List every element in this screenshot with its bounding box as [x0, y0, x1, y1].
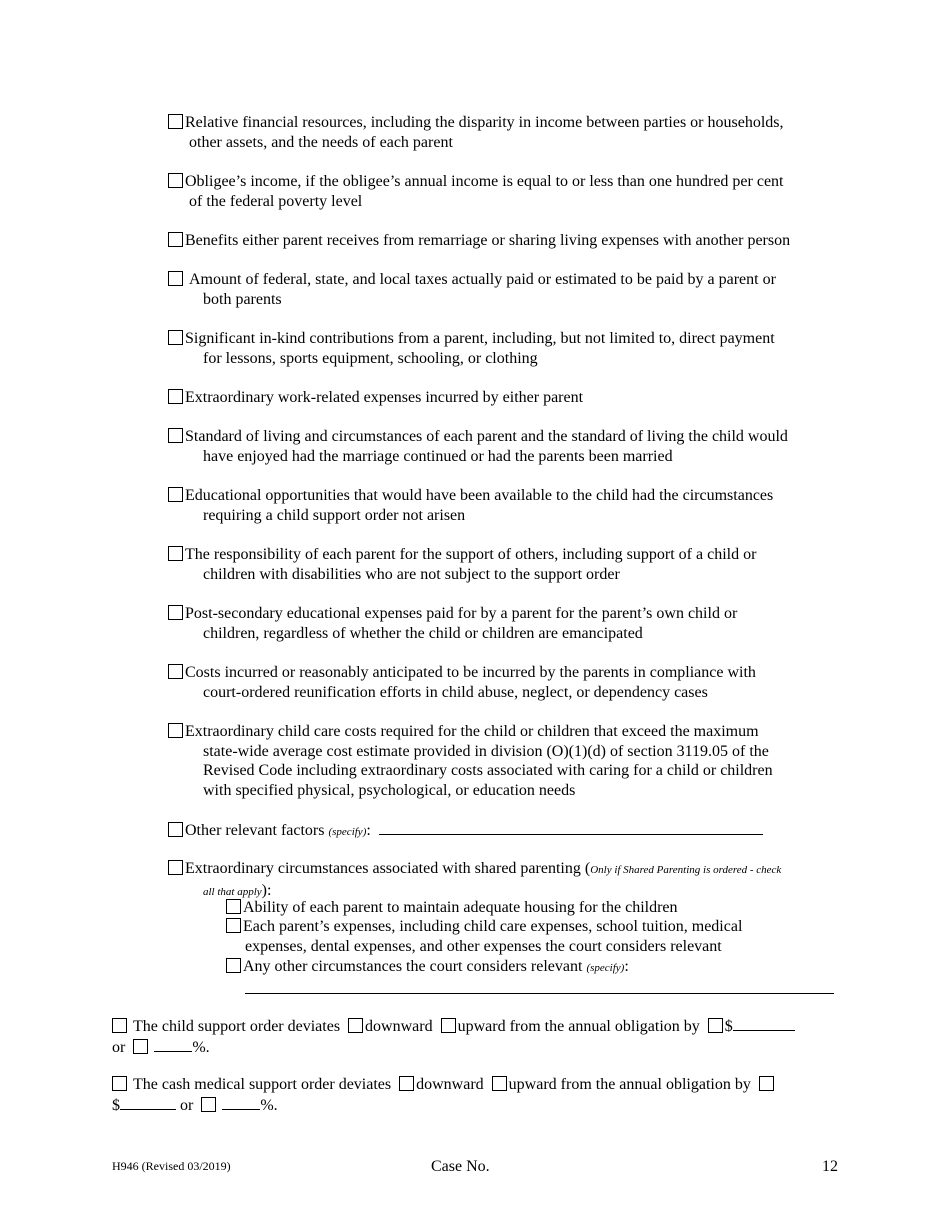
- factor-text-cont: other assets, and the needs of each parent: [189, 133, 453, 151]
- factor-text: Relative financial resources, including the disparity in income between parties or households,: [185, 114, 784, 131]
- factor-text-cont: for lessons, sports equipment, schooling, or clothing: [203, 349, 538, 367]
- checkbox-work-related-expenses[interactable]: [168, 389, 183, 404]
- child-support-deviation: [112, 1016, 839, 1057]
- checkbox-post-secondary-expenses[interactable]: [168, 605, 183, 620]
- dollar-sign: $: [112, 1096, 120, 1114]
- checkbox-taxes[interactable]: [168, 271, 183, 286]
- factor-text: Amount of federal, state, and local taxes actually paid or estimated to be paid by a parent or: [189, 271, 776, 288]
- factor-text: Other relevant factors: [185, 822, 325, 839]
- medical-dollar-input[interactable]: [120, 1095, 176, 1110]
- factor-text: Extraordinary work-related expenses incurred by either parent: [185, 389, 584, 406]
- checkbox-child-percent[interactable]: [133, 1039, 148, 1054]
- factor-relative-financial-resources: [168, 113, 840, 152]
- shared-note: Only if Shared Parenting is ordered - check: [590, 864, 782, 876]
- child-dollar-input[interactable]: [733, 1016, 795, 1031]
- form-id: H946 (Revised 03/2019): [112, 1159, 231, 1173]
- sub-factor-text: Each parent’s expenses, including child care expenses, school tuition, medical: [243, 918, 743, 935]
- factor-support-of-others: [168, 545, 840, 584]
- specify-note: (specify): [328, 826, 367, 838]
- factor-work-related-expenses: [168, 388, 840, 408]
- deviation-text: The cash medical support order deviates: [133, 1076, 392, 1093]
- checkbox-child-support-deviates[interactable]: [112, 1018, 127, 1033]
- checkbox-relative-financial-resources[interactable]: [168, 114, 183, 129]
- checkbox-support-of-others[interactable]: [168, 546, 183, 561]
- checkbox-child-dollar[interactable]: [708, 1018, 723, 1033]
- percent-sign: %.: [192, 1038, 210, 1056]
- medical-percent-input[interactable]: [222, 1095, 260, 1110]
- factor-text: Extraordinary child care costs required for the child or children that exceed the maximum: [185, 723, 759, 740]
- deviation-text: The child support order deviates: [133, 1018, 341, 1035]
- factor-other-relevant: [168, 820, 840, 843]
- case-number-label: Case No.: [431, 1158, 490, 1175]
- downward-label: downward: [365, 1018, 433, 1035]
- factor-in-kind-contributions: [168, 329, 840, 368]
- factor-text-cont: Revised Code including extraordinary costs associated with caring for a child or children: [203, 762, 773, 779]
- or-text: or: [180, 1096, 194, 1114]
- factor-text-cont: children, regardless of whether the child or children are emancipated: [203, 624, 643, 642]
- factor-text-cont: requiring a child support order not arisen: [203, 506, 466, 524]
- factor-text: Extraordinary circumstances associated with shared parenting: [185, 860, 581, 877]
- sub-factor-housing: [226, 898, 826, 918]
- factor-text-cont: state-wide average cost estimate provided in division (O)(1)(d) of section 3119.05 of the: [203, 742, 769, 760]
- specify-note: (specify): [586, 962, 625, 974]
- shared-note-cont: all that apply: [203, 885, 262, 898]
- colon: :: [624, 958, 629, 975]
- factor-extraordinary-child-care: [168, 722, 840, 800]
- checkbox-extraordinary-child-care[interactable]: [168, 723, 183, 738]
- factor-text: Educational opportunities that would have been available to the child had the circumstances: [185, 487, 774, 504]
- factor-standard-of-living: [168, 427, 840, 466]
- sub-factor-other: [226, 957, 826, 979]
- page-number: 12: [822, 1158, 838, 1175]
- checkbox-reunification-costs[interactable]: [168, 664, 183, 679]
- factor-reunification-costs: [168, 663, 840, 702]
- colon: :: [366, 822, 371, 839]
- factor-text-cont: of the federal poverty level: [189, 192, 363, 210]
- checkbox-educational-opportunities[interactable]: [168, 487, 183, 502]
- checkbox-medical-percent[interactable]: [201, 1097, 216, 1112]
- checkbox-cash-medical-deviates[interactable]: [112, 1076, 127, 1091]
- checkbox-child-upward[interactable]: [441, 1018, 456, 1033]
- factor-text-cont: children with disabilities who are not subject to the support order: [203, 565, 620, 583]
- sub-factor-expenses: [226, 917, 826, 956]
- checkbox-benefits-remarriage[interactable]: [168, 232, 183, 247]
- factor-educational-opportunities: [168, 486, 840, 525]
- factor-text: Standard of living and circumstances of each parent and the standard of living the child would: [185, 428, 788, 445]
- factor-taxes: [168, 270, 840, 309]
- downward-label: downward: [416, 1076, 484, 1093]
- sub-factor-text: Ability of each parent to maintain adequate housing for the children: [243, 899, 678, 916]
- child-percent-input[interactable]: [154, 1037, 192, 1052]
- factor-text: Significant in-kind contributions from a parent, including, but not limited to, direct payment: [185, 330, 775, 347]
- factor-benefits-remarriage: [168, 231, 840, 251]
- factor-text: The responsibility of each parent for the support of others, including support of a child or: [185, 546, 757, 563]
- factor-text: Obligee’s income, if the obligee’s annual income is equal to or less than one hundred per cent: [185, 173, 784, 190]
- checkbox-other-relevant[interactable]: [168, 822, 183, 837]
- factor-text: Costs incurred or reasonably anticipated to be incurred by the parents in compliance with: [185, 664, 756, 681]
- factor-obligee-income: [168, 172, 840, 211]
- checkbox-medical-downward[interactable]: [399, 1076, 414, 1091]
- checkbox-child-downward[interactable]: [348, 1018, 363, 1033]
- checkbox-other-circumstances[interactable]: [226, 958, 241, 973]
- checkbox-medical-upward[interactable]: [492, 1076, 507, 1091]
- factor-text: Post-secondary educational expenses paid for by a parent for the parent’s own child or: [185, 605, 738, 622]
- factor-text-cont: court-ordered reunification efforts in child abuse, neglect, or dependency cases: [203, 683, 708, 701]
- factor-text: Benefits either parent receives from remarriage or sharing living expenses with another person: [185, 232, 791, 249]
- dollar-sign: $: [724, 1018, 733, 1035]
- from-annual-text: from the annual obligation by: [509, 1018, 700, 1035]
- upward-label: upward: [508, 1076, 557, 1093]
- or-text: or: [112, 1038, 126, 1056]
- factor-shared-parenting: Extraordinary circumstances associated with shared parenting (Only if Shared Parenting is ordered - check all that apply):: [168, 859, 840, 902]
- cash-medical-deviation: [112, 1075, 839, 1115]
- other-factors-input-line[interactable]: [379, 820, 763, 835]
- sub-factor-text-cont: expenses, dental expenses, and other expenses the court considers relevant: [245, 937, 722, 955]
- percent-sign: %.: [260, 1096, 278, 1114]
- upward-label: upward: [457, 1018, 506, 1035]
- checkbox-standard-of-living[interactable]: [168, 428, 183, 443]
- other-circumstances-input-line[interactable]: [245, 993, 834, 994]
- checkbox-housing[interactable]: [226, 899, 241, 914]
- factor-post-secondary-expenses: [168, 604, 840, 643]
- factor-text-cont: with specified physical, psychological, or education needs: [203, 781, 576, 799]
- checkbox-in-kind-contributions[interactable]: [168, 330, 183, 345]
- checkbox-expenses[interactable]: [226, 918, 241, 933]
- factor-text-cont: both parents: [203, 290, 282, 308]
- checkbox-medical-dollar[interactable]: [759, 1076, 774, 1091]
- checkbox-obligee-income[interactable]: [168, 173, 183, 188]
- checkbox-shared-parenting[interactable]: [168, 860, 183, 875]
- from-annual-text: from the annual obligation by: [560, 1076, 751, 1093]
- sub-factor-text: Any other circumstances the court considers relevant: [243, 958, 583, 975]
- factor-text-cont: have enjoyed had the marriage continued or had the parents been married: [203, 447, 673, 465]
